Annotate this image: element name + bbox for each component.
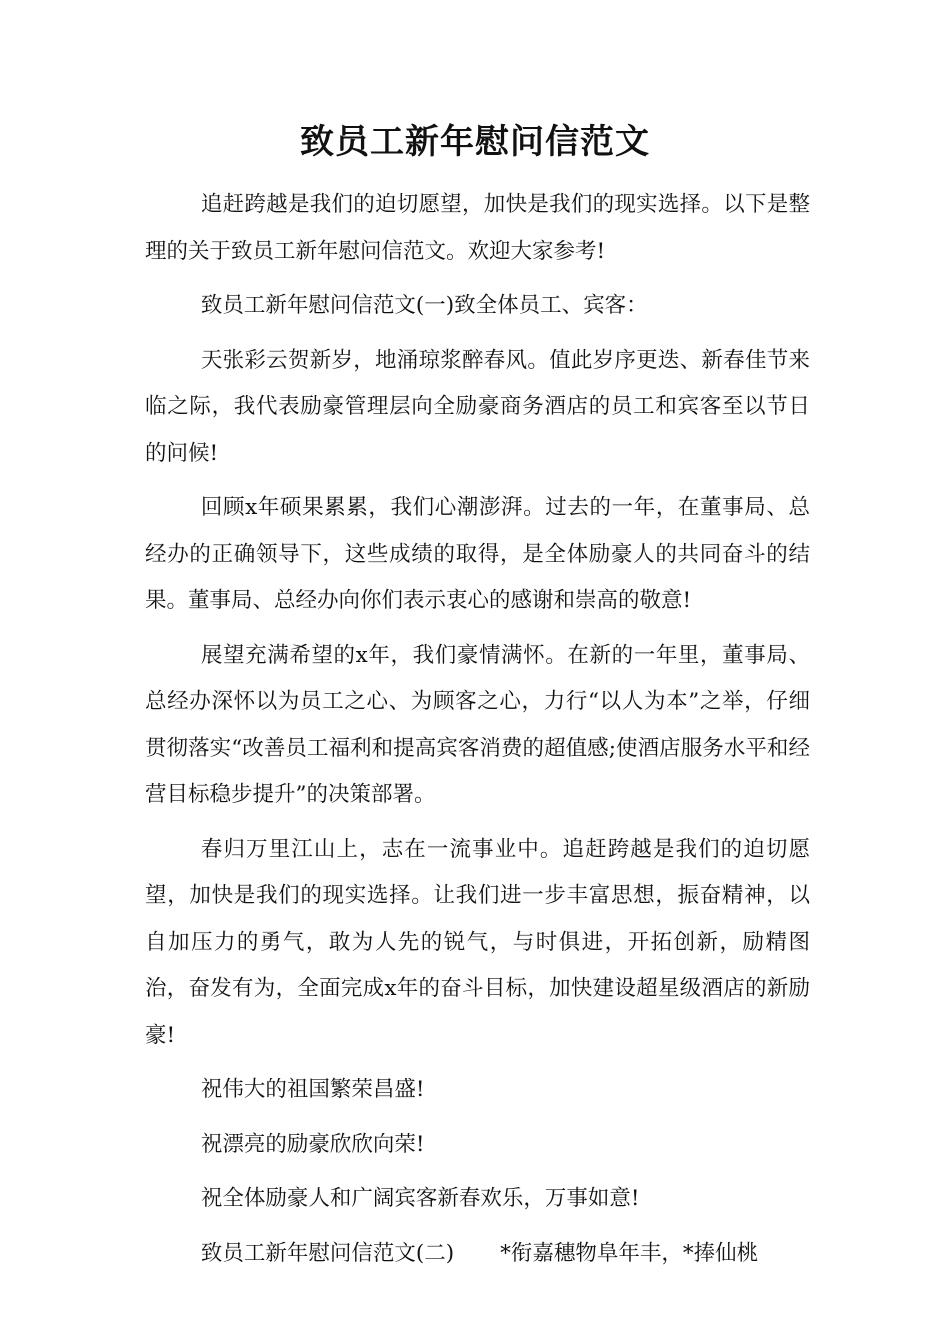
paragraph-spring: 春归万里江山上，志在一流事业中。追赶跨越是我们的迫切愿望，加快是我们的现实选择。让我们进一步丰富思想，振奋精神，以自加压力的勇气，敢为人先的锐气，与时俱进，开拓创新，励精图治，奋发有为，全面完成x年的奋斗目标，加快建设超星级酒店的新励豪! [145,836,810,1048]
paragraph-heading-two [145,1231,810,1278]
paragraph-wish-country: 祝伟大的祖国繁荣昌盛! [200,1077,425,1102]
paragraph-heading-one: 致员工新年慰问信范文(一)致全体员工、宾客： [200,293,648,318]
paragraph-intro: 追赶跨越是我们的迫切愿望，加快是我们的现实选择。以下是整理的关于致员工新年慰问信范文。欢迎大家参考! [145,192,810,264]
paragraph-greeting: 天张彩云贺新岁，地涌琼浆醉春风。值此岁序更迭、新春佳节来临之际，我代表励豪管理层向全励豪商务酒店的员工和宾客至以节日的问候! [145,347,810,466]
paragraph-wish-all: 祝全体励豪人和广阔宾客新春欢乐，万事如意! [200,1186,640,1211]
section-two-text: *衔嘉穗物阜年丰，*捧仙桃 [500,1240,759,1266]
paragraph-review: 回顾x年硕果累累，我们心潮澎湃。过去的一年，在董事局、总经办的正确领导下，这些成绩的取得，是全体励豪人的共同奋斗的结果。董事局、总经办向你们表示衷心的感谢和崇高的敬意! [145,495,810,613]
section-heading-two: 致员工新年慰问信范文(二) [200,1240,455,1266]
document-body [145,182,810,1285]
paragraph-outlook: 展望充满希望的x年，我们豪情满怀。在新的一年里，董事局、总经办深怀以为员工之心、为顾客之心，力行“以人为本”之举，仔细贯彻落实“改善员工福利和提高宾客消费的超值感;使酒店服务水平和经营目标稳步提升”的决策部署。 [145,642,810,807]
paragraph-wish-company: 祝漂亮的励豪欣欣向荣! [200,1131,425,1157]
document-title: 致员工新年慰问信范文 [300,122,650,162]
